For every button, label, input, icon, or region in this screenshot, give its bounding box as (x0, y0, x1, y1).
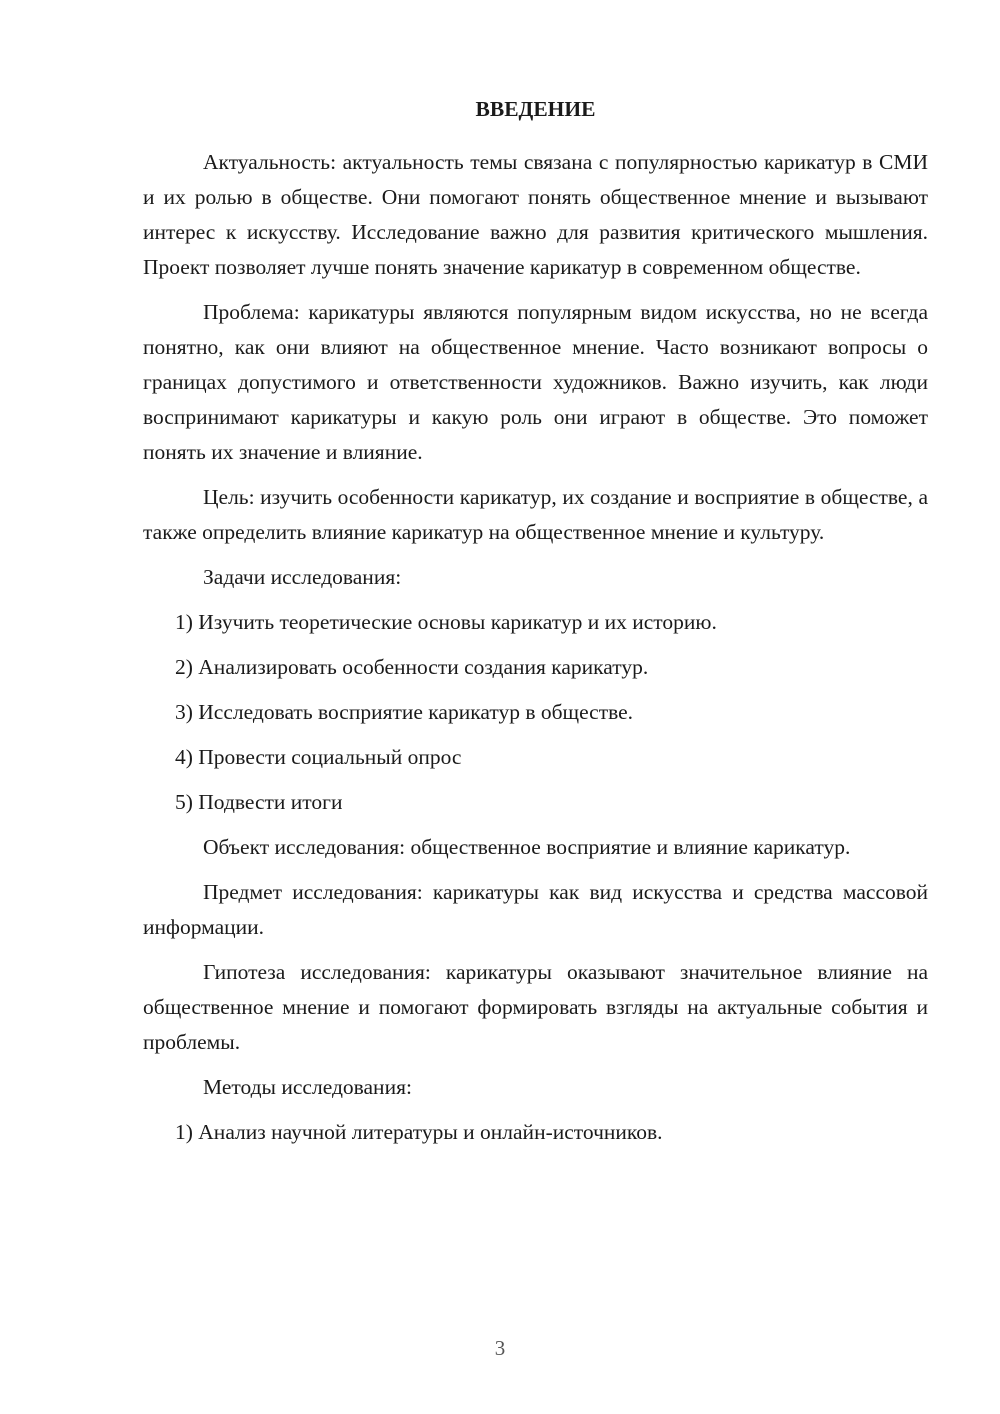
hypothesis-paragraph: Гипотеза исследования: карикатуры оказывают значительное влияние на общественное мнение и помогают формировать взгляды на актуальные события и проблемы. (143, 960, 928, 1054)
relevance-paragraph: Актуальность: актуальность темы связана с популярностью карикатур в СМИ и их ролью в обществе. Они помогают понять общественное мнение и вызывают интерес к искусству. Исследование важно для развития критического мышления. Проект позволяет лучше понять значение карикатур в современном обществе. (143, 150, 928, 279)
methods-heading: Методы исследования: (203, 1075, 412, 1099)
object-paragraph: Объект исследования: общественное восприятие и влияние карикатур. (203, 835, 851, 859)
page-number: 3 (494, 1336, 506, 1360)
list-item: 5) Подвести итоги (175, 790, 343, 814)
tasks-heading: Задачи исследования: (203, 565, 402, 589)
list-item: 2) Анализировать особенности создания карикатур. (175, 655, 649, 679)
list-item: 1) Анализ научной литературы и онлайн-источников. (175, 1120, 663, 1144)
methods-list (143, 1115, 928, 1150)
list-item: 3) Исследовать восприятие карикатур в обществе. (175, 700, 634, 724)
subject-paragraph: Предмет исследования: карикатуры как вид искусства и средства массовой информации. (143, 880, 928, 939)
section-title: ВВЕДЕНИЕ (475, 97, 596, 121)
list-item: 4) Провести социальный опрос (175, 745, 462, 769)
document-page (143, 92, 928, 1160)
goal-paragraph: Цель: изучить особенности карикатур, их создание и восприятие в обществе, а также определить влияние карикатур на общественное мнение и культуру. (143, 485, 928, 544)
problem-paragraph: Проблема: карикатуры являются популярным видом искусства, но не всегда понятно, как они влияют на общественное мнение. Часто возникают вопросы о границах допустимого и ответственности художников. Важно изучить, как люди воспринимают карикатуры и какую роль они играют в обществе. Это поможет понять их значение и влияние. (143, 300, 928, 464)
list-item: 1) Изучить теоретические основы карикатур и их историю. (175, 610, 717, 634)
tasks-list (143, 605, 928, 820)
